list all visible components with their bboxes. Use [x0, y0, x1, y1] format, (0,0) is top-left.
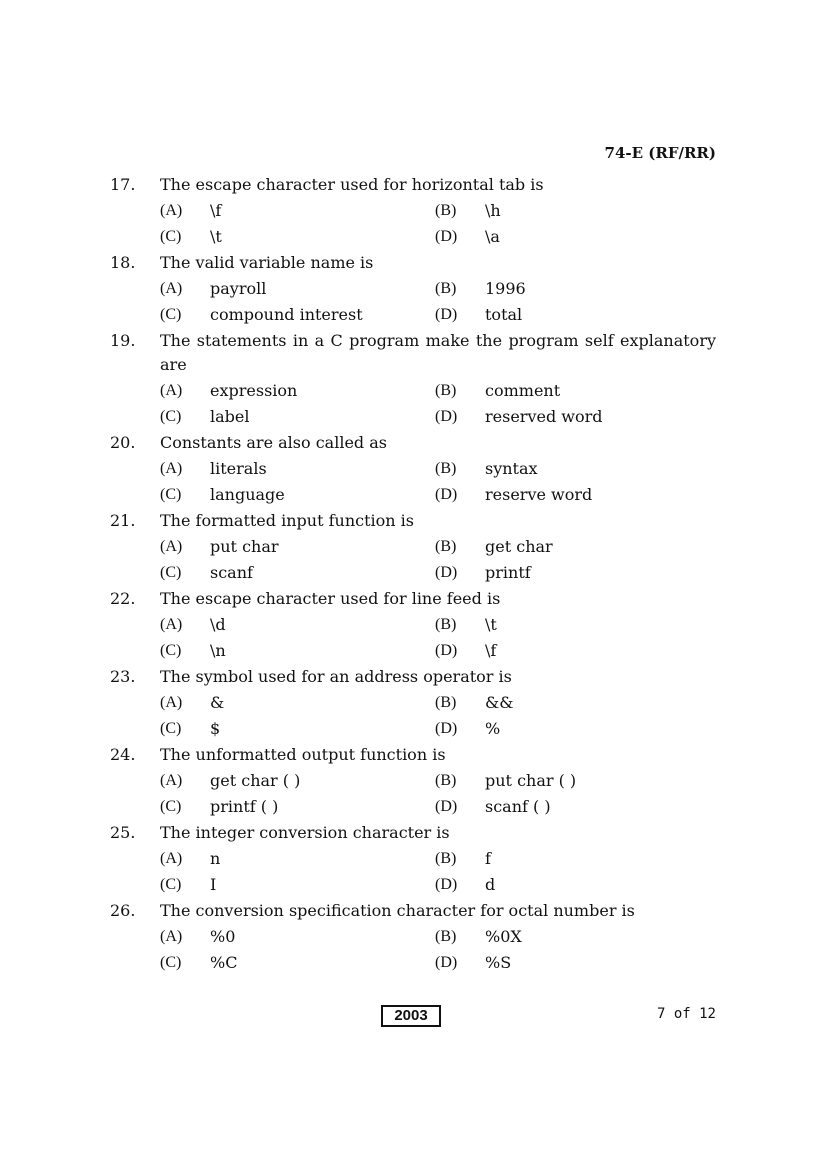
option-letter: (A)	[160, 382, 183, 399]
option	[160, 560, 435, 586]
option-letter: (D)	[435, 228, 458, 245]
option	[435, 404, 710, 430]
option-letter: (D)	[435, 564, 458, 581]
question-number: 18.	[110, 253, 136, 272]
option	[160, 846, 435, 872]
option-letter: (A)	[160, 616, 183, 633]
question	[110, 820, 720, 898]
question-number: 23.	[110, 667, 136, 686]
question	[110, 430, 720, 508]
question-number: 21.	[110, 511, 136, 530]
option-text: \d	[210, 615, 226, 634]
option-text: %C	[210, 953, 238, 972]
option-text: put char	[210, 537, 279, 556]
option	[160, 612, 435, 638]
option	[435, 950, 710, 976]
option-text: &&	[485, 693, 514, 712]
option-text: printf	[485, 563, 531, 582]
option	[435, 482, 710, 508]
option-text: n	[210, 849, 221, 868]
option-letter: (B)	[435, 280, 457, 297]
page-number: 7 of 12	[656, 1006, 716, 1022]
option	[160, 924, 435, 950]
options	[160, 198, 720, 250]
option-text: \h	[485, 201, 501, 220]
option	[435, 924, 710, 950]
option-text: scanf ( )	[485, 797, 551, 816]
option-text: expression	[210, 381, 298, 400]
option	[435, 198, 710, 224]
options	[160, 846, 720, 898]
question	[110, 586, 720, 664]
question-number: 17.	[110, 175, 136, 194]
option-text: \f	[485, 641, 497, 660]
question-line	[110, 328, 720, 378]
option-text: I	[210, 875, 217, 894]
option-text: \n	[210, 641, 226, 660]
options	[160, 456, 720, 508]
options	[160, 276, 720, 328]
question-text: The unformatted output function is	[160, 745, 446, 764]
option-text: get char ( )	[210, 771, 301, 790]
option	[435, 560, 710, 586]
option-letter: (A)	[160, 850, 183, 867]
option-text: \f	[210, 201, 222, 220]
option-letter: (B)	[435, 202, 457, 219]
option-text: language	[210, 485, 285, 504]
option	[160, 456, 435, 482]
paper-code: 74-E (RF/RR)	[604, 144, 716, 162]
option	[435, 224, 710, 250]
question-text: The statements in a C program make the program self explanatory are	[160, 331, 716, 374]
option-letter: (B)	[435, 850, 457, 867]
option-letter: (C)	[160, 798, 182, 815]
option-text: syntax	[485, 459, 538, 478]
question-text: The symbol used for an address operator is	[160, 667, 512, 686]
question-number: 24.	[110, 745, 136, 764]
question-line	[110, 586, 720, 612]
question-line	[110, 742, 720, 768]
question-text: The valid variable name is	[160, 253, 374, 272]
option-letter: (D)	[435, 954, 458, 971]
option	[435, 276, 710, 302]
question	[110, 664, 720, 742]
option-text: scanf	[210, 563, 253, 582]
options	[160, 378, 720, 430]
question	[110, 508, 720, 586]
option	[160, 534, 435, 560]
option	[160, 482, 435, 508]
question-line	[110, 250, 720, 276]
option-letter: (D)	[435, 408, 458, 425]
question-text: The escape character used for horizontal tab is	[160, 175, 544, 194]
question-number: 20.	[110, 433, 136, 452]
option	[160, 638, 435, 664]
option	[160, 378, 435, 404]
question-line	[110, 172, 720, 198]
option	[160, 768, 435, 794]
option-letter: (B)	[435, 772, 457, 789]
option-text: get char	[485, 537, 553, 556]
option-letter: (C)	[160, 876, 182, 893]
option-text: reserved word	[485, 407, 603, 426]
option-text: literals	[210, 459, 267, 478]
option	[435, 846, 710, 872]
option-text: comment	[485, 381, 561, 400]
option-letter: (C)	[160, 642, 182, 659]
option-letter: (C)	[160, 408, 182, 425]
option-text: %0	[210, 927, 236, 946]
option	[160, 224, 435, 250]
option-letter: (B)	[435, 460, 457, 477]
option-text: compound interest	[210, 305, 363, 324]
option	[160, 872, 435, 898]
option	[160, 950, 435, 976]
question-line	[110, 820, 720, 846]
options	[160, 612, 720, 664]
option-text: %0X	[485, 927, 522, 946]
options	[160, 924, 720, 976]
option	[160, 302, 435, 328]
question-line	[110, 508, 720, 534]
year-box: 2003	[381, 1005, 441, 1027]
question-text: The conversion specification character for octal number is	[160, 901, 635, 920]
option-letter: (A)	[160, 928, 183, 945]
option-letter: (C)	[160, 564, 182, 581]
option-letter: (A)	[160, 694, 183, 711]
option	[435, 716, 710, 742]
option-letter: (D)	[435, 720, 458, 737]
option-text: printf ( )	[210, 797, 279, 816]
option	[160, 794, 435, 820]
question-line	[110, 664, 720, 690]
option	[435, 612, 710, 638]
option-letter: (B)	[435, 694, 457, 711]
options	[160, 690, 720, 742]
option	[435, 302, 710, 328]
option-letter: (D)	[435, 486, 458, 503]
option-text: \t	[210, 227, 222, 246]
option-letter: (D)	[435, 876, 458, 893]
option-text: \a	[485, 227, 500, 246]
option	[160, 404, 435, 430]
option-letter: (D)	[435, 642, 458, 659]
option	[435, 794, 710, 820]
option	[160, 198, 435, 224]
option	[435, 638, 710, 664]
options	[160, 768, 720, 820]
question-line	[110, 430, 720, 456]
option	[160, 276, 435, 302]
option-letter: (A)	[160, 460, 183, 477]
question	[110, 742, 720, 820]
option-text: put char ( )	[485, 771, 577, 790]
option-text: &	[210, 693, 225, 712]
option-letter: (A)	[160, 772, 183, 789]
options	[160, 534, 720, 586]
question	[110, 172, 720, 250]
option-text: %	[485, 719, 501, 738]
option-letter: (A)	[160, 280, 183, 297]
option-letter: (D)	[435, 798, 458, 815]
question	[110, 328, 720, 430]
option-text: total	[485, 305, 523, 324]
question-text: The formatted input function is	[160, 511, 414, 530]
option-letter: (B)	[435, 928, 457, 945]
option-letter: (D)	[435, 306, 458, 323]
option-letter: (A)	[160, 538, 183, 555]
option-text: d	[485, 875, 496, 894]
question-line	[110, 898, 720, 924]
option-text: \t	[485, 615, 497, 634]
question	[110, 898, 720, 976]
question-text: Constants are also called as	[160, 433, 387, 452]
option	[435, 378, 710, 404]
option-letter: (C)	[160, 228, 182, 245]
option	[435, 768, 710, 794]
question	[110, 250, 720, 328]
question-number: 22.	[110, 589, 136, 608]
option-letter: (C)	[160, 720, 182, 737]
option-letter: (C)	[160, 306, 182, 323]
option-text: payroll	[210, 279, 267, 298]
option-letter: (C)	[160, 954, 182, 971]
option-text: f	[485, 849, 491, 868]
option	[160, 690, 435, 716]
option-text: $	[210, 719, 221, 738]
option-text: label	[210, 407, 250, 426]
option-text: 1996	[485, 279, 526, 298]
question-list	[110, 172, 720, 976]
option-letter: (B)	[435, 616, 457, 633]
option	[160, 716, 435, 742]
option	[435, 872, 710, 898]
question-number: 19.	[110, 331, 136, 350]
option-text: reserve word	[485, 485, 593, 504]
question-number: 26.	[110, 901, 136, 920]
option-letter: (B)	[435, 538, 457, 555]
question-number: 25.	[110, 823, 136, 842]
option	[435, 690, 710, 716]
option-text: %S	[485, 953, 512, 972]
question-text: The escape character used for line feed is	[160, 589, 501, 608]
option-letter: (C)	[160, 486, 182, 503]
option	[435, 534, 710, 560]
option-letter: (B)	[435, 382, 457, 399]
option	[435, 456, 710, 482]
option-letter: (A)	[160, 202, 183, 219]
question-text: The integer conversion character is	[160, 823, 450, 842]
